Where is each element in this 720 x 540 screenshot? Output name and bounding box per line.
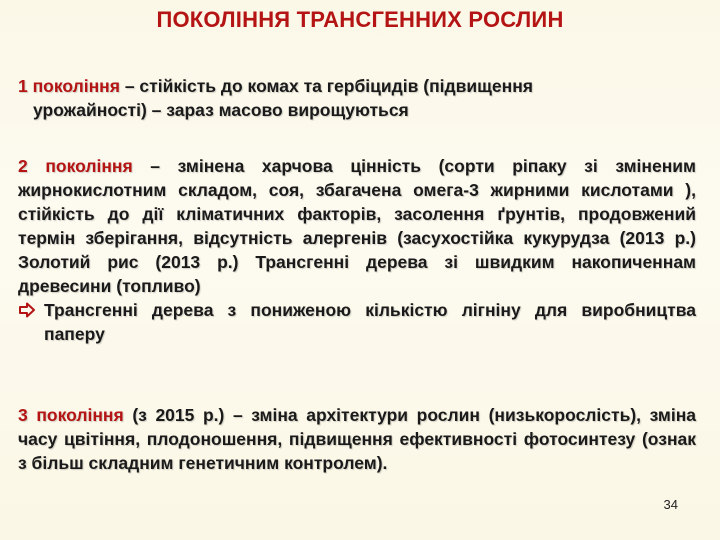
generation-3-label: 3 покоління	[18, 405, 124, 425]
slide-title: ПОКОЛІННЯ ТРАНСГЕННИХ РОСЛИН	[156, 7, 564, 32]
generation-3-text: (з 2015 р.) – зміна архітектури рослин (низькорослість), зміна часу цвітіння, плодоношення, підвищення ефективності фотосинтезу (ознак з більш складним генетичним контролем).	[18, 405, 697, 473]
generation-2-paragraph	[18, 154, 696, 346]
generation-2-arrow-text: Трансгенні дерева з пониженою кількістю лігніну для виробництва паперу	[44, 300, 696, 344]
page-number: 34	[663, 497, 678, 512]
generation-2-text: – змінена харчова цінність (сорти ріпаку зі зміненим жирнокислотним складом, соя, збагачена омега-3 жирними кислотами ), стійкість до дії кліматичних факторів, засолення ґрунтів, продовжений термін зберігання, відсутність алергенів (засухостійка кукурудза (2013 р.) Золотий рис (2013 р.) Трансгенні дерева зі швидким накопиченнам древесини (топливо)	[18, 156, 696, 296]
generation-2-label: 2 покоління	[18, 156, 133, 176]
hollow-right-arrow-icon	[18, 301, 36, 319]
generation-1-paragraph	[18, 74, 696, 122]
generation-2-arrow-item	[18, 298, 696, 346]
generation-3-paragraph	[18, 403, 696, 475]
generation-1-label: 1 покоління	[18, 76, 120, 96]
generation-1-text-line1: – стійкість до комах та гербіцидів (підвищення	[119, 76, 533, 96]
generation-1-text-line2: урожайності) – зараз масово вирощуються	[33, 100, 409, 120]
